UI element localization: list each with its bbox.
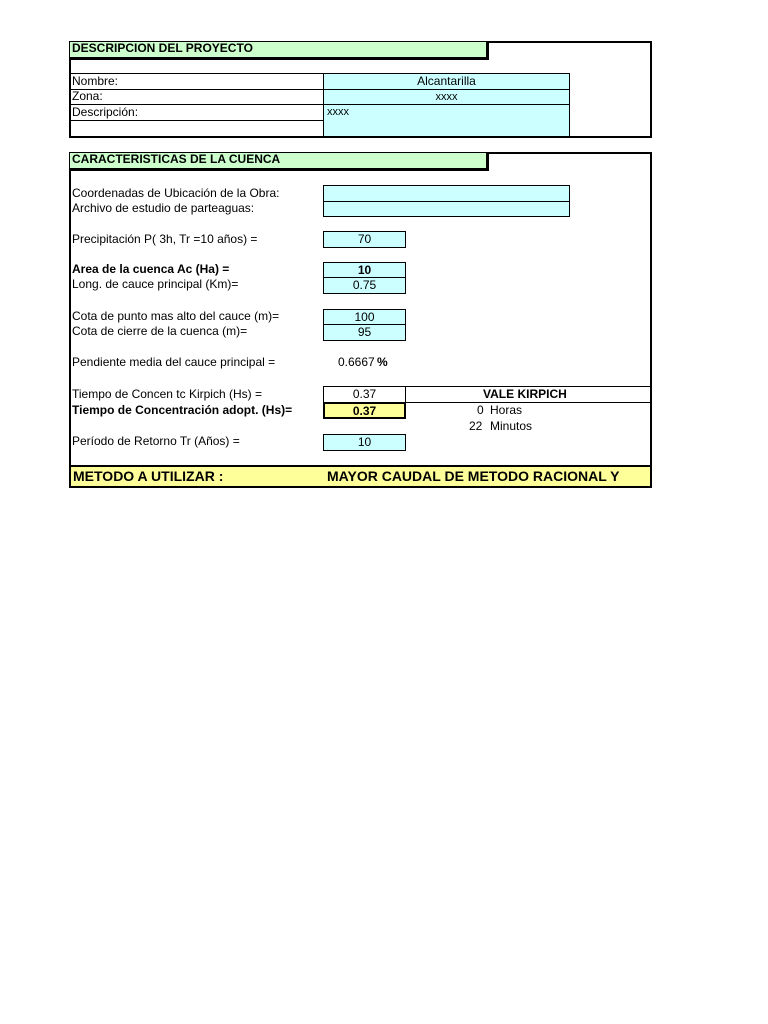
descripcion-field[interactable]: xxxx [323, 104, 570, 137]
tc-kirpich-field: 0.37 [323, 386, 406, 403]
coordenadas-label: Coordenadas de Ubicación de la Obra: [72, 186, 280, 200]
area-label: Area de la cuenca Ac (Ha) = [72, 262, 230, 276]
precipitacion-label: Precipitación P( 3h, Tr =10 años) = [72, 232, 258, 246]
project-section-header: DESCRIPCION DEL PROYECTO [69, 41, 489, 60]
retorno-field[interactable]: 10 [323, 434, 406, 451]
longitud-field[interactable]: 0.75 [323, 277, 406, 294]
longitud-label: Long. de cauce principal (Km)= [72, 277, 239, 291]
pendiente-label: Pendiente media del cauce principal = [72, 355, 276, 369]
horas-value: 0 [477, 403, 484, 417]
metodo-value[interactable]: MAYOR CAUDAL DE METODO RACIONAL Y [327, 468, 620, 484]
archivo-field[interactable] [323, 201, 570, 217]
zona-label: Zona: [72, 89, 103, 103]
cota-alta-field[interactable]: 100 [323, 309, 406, 325]
cota-cierre-field[interactable]: 95 [323, 324, 406, 341]
tc-kirpich-label: Tiempo de Concen tc Kirpich (Hs) = [72, 387, 262, 401]
minutos-value: 22 [469, 419, 483, 433]
cuenca-section-header: CARACTERISTICAS DE LA CUENCA [69, 152, 489, 171]
precipitacion-field[interactable]: 70 [323, 231, 406, 248]
tc-adopt-field[interactable]: 0.37 [323, 402, 406, 419]
pendiente-value: 0.6667 [338, 355, 375, 369]
horas-label: Horas [490, 403, 523, 417]
descripcion-label: Descripción: [72, 105, 139, 119]
project-row-line [70, 120, 324, 121]
retorno-label: Período de Retorno Tr (Años) = [72, 434, 240, 448]
nombre-field[interactable]: Alcantarilla [323, 73, 570, 90]
coordenadas-field[interactable] [323, 185, 570, 202]
metodo-label: METODO A UTILIZAR : [73, 468, 224, 484]
zona-field[interactable]: xxxx [323, 89, 570, 105]
vale-kirpich-label: VALE KIRPICH [483, 387, 567, 401]
cota-cierre-label: Cota de cierre de la cuenca (m)= [72, 324, 248, 338]
archivo-label: Archivo de estudio de parteaguas: [72, 201, 255, 215]
minutos-label: Minutos [490, 419, 533, 433]
pendiente-unit: % [377, 355, 388, 369]
area-field[interactable]: 10 [323, 262, 406, 278]
tc-adopt-label: Tiempo de Concentración adopt. (Hs)= [72, 403, 293, 417]
cota-alta-label: Cota de punto mas alto del cauce (m)= [72, 309, 280, 323]
nombre-label: Nombre: [72, 74, 119, 88]
